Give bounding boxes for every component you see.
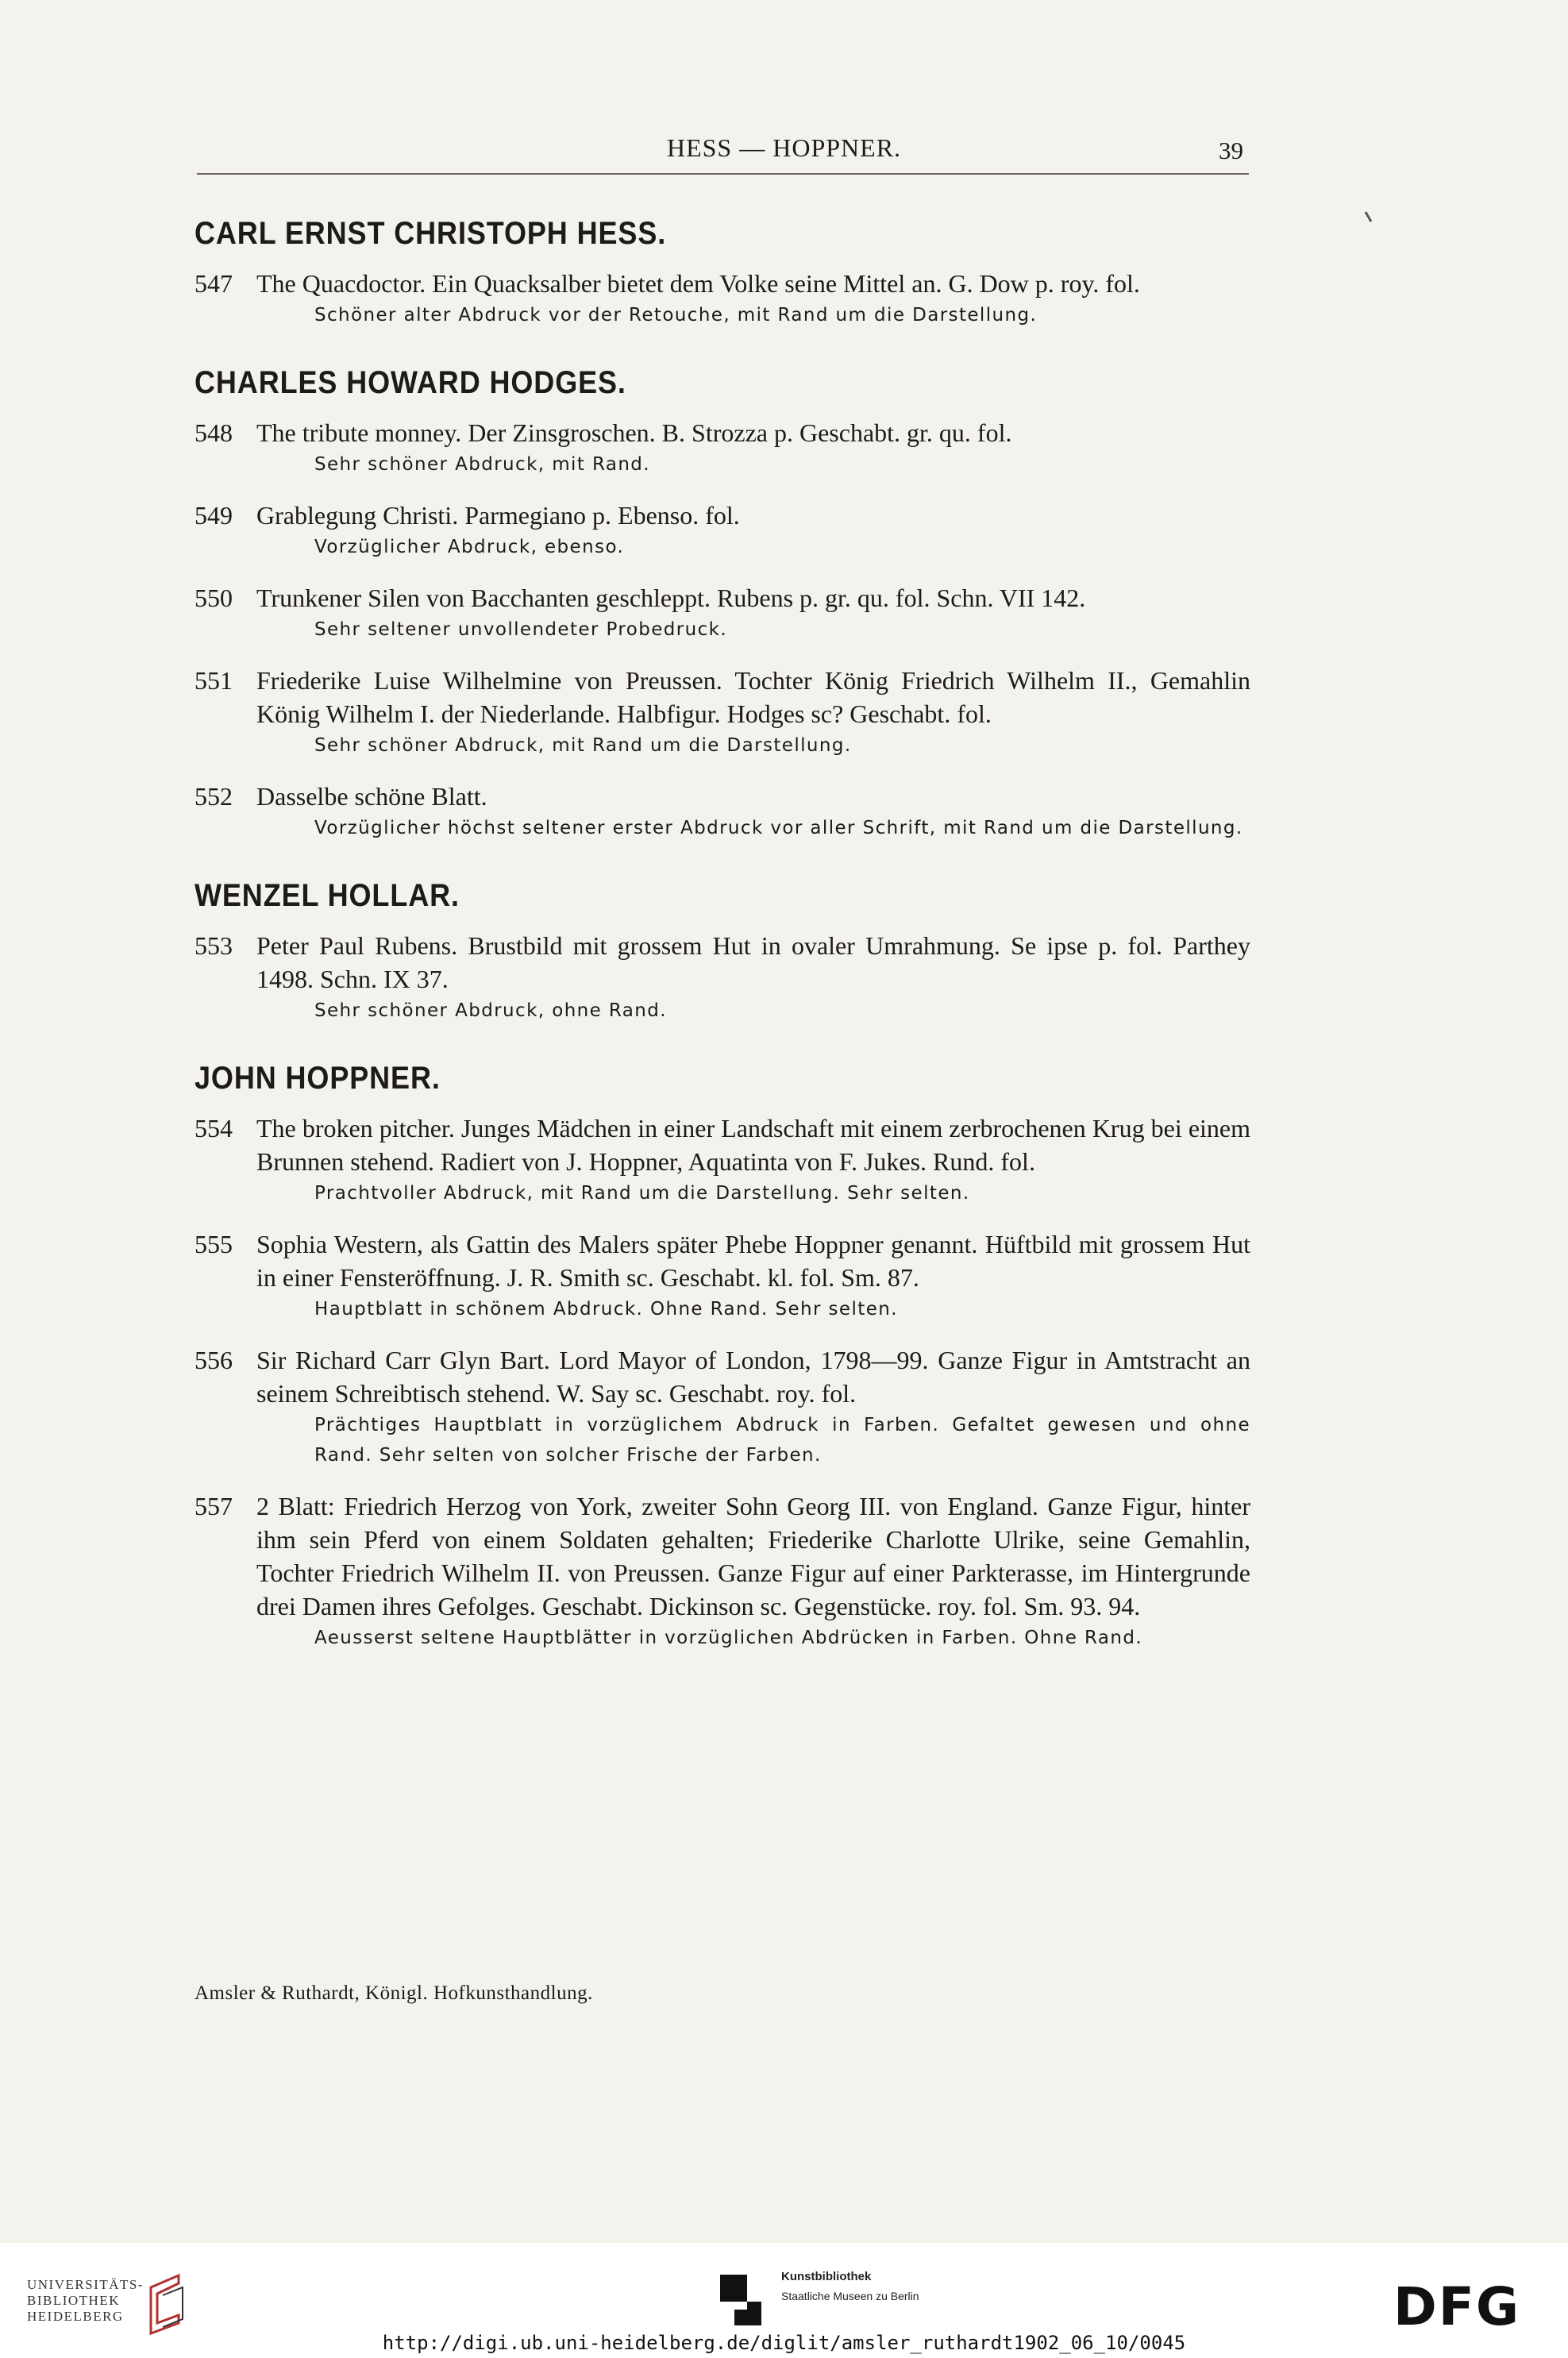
catalogue-entry (195, 1112, 1250, 1208)
artist-section (195, 877, 1250, 1026)
entry-number: 555 (195, 1230, 233, 1258)
catalogue-entry (195, 780, 1250, 843)
source-url[interactable]: http://digi.ub.uni-heidelberg.de/diglit/amsler_ruthardt1902_06_10/0045 (382, 2332, 1186, 2354)
entry-description: Grablegung Christi. Parmegiano p. Ebenso. fol. (256, 501, 740, 530)
catalogue-entry (195, 664, 1250, 761)
entry-description: Trunkener Silen von Bacchanten geschleppt. Rubens p. gr. qu. fol. Schn. VII 142. (256, 584, 1086, 612)
kb-sub: Staatliche Museen zu Berlin (781, 2290, 919, 2302)
artist-heading: CHARLES HOWARD HODGES. (195, 365, 626, 400)
catalogue-entry (195, 1227, 1250, 1324)
entry-condition-note: Prachtvoller Abdruck, mit Rand um die Darstellung. Sehr selten. (314, 1183, 970, 1204)
ub-logo-icon (143, 2271, 191, 2335)
entry-number: 552 (195, 782, 233, 811)
entry-description: Friederike Luise Wilhelmine von Preussen. Tochter König Friedrich Wilhelm II., Gemahlin König Wilhelm I. der Niederlande. Halbfigur. Hodges sc? Geschabt. fol. (256, 666, 1250, 728)
ub-line: HEIDELBERG (27, 2309, 124, 2324)
entry-condition-note: Schöner alter Abdruck vor der Retouche, mit Rand um die Darstellung. (314, 305, 1038, 326)
dfg-logo: DFG (1393, 2276, 1521, 2337)
catalogue-entry (195, 499, 1250, 562)
entry-number: 548 (195, 418, 233, 447)
ub-line: BIBLIOTHEK (27, 2293, 120, 2308)
entry-condition-note: Sehr schöner Abdruck, mit Rand um die Darstellung. (314, 735, 852, 756)
digitization-footer (0, 2243, 1568, 2358)
entry-number: 554 (195, 1114, 233, 1142)
publisher-imprint: Amsler & Ruthardt, Königl. Hofkunsthandlung. (195, 1982, 593, 2004)
entry-description: The tribute monney. Der Zinsgroschen. B. Strozza p. Geschabt. gr. qu. fol. (256, 418, 1012, 447)
kunstbibliothek-label (781, 2267, 919, 2306)
entry-description: Sophia Western, als Gattin des Malers später Phebe Hoppner genannt. Hüftbild mit grossem Hut in einer Fensteröffnung. J. R. Smith sc. Geschabt. kl. fol. Sm. 87. (256, 1230, 1250, 1292)
artist-heading: JOHN HOPPNER. (195, 1061, 441, 1096)
entry-condition-note: Vorzüglicher Abdruck, ebenso. (314, 537, 625, 557)
artist-heading: WENZEL HOLLAR. (195, 878, 460, 913)
catalogue-entry (195, 267, 1250, 330)
entry-number: 551 (195, 666, 233, 695)
entry-description: Peter Paul Rubens. Brustbild mit grossem Hut in ovaler Umrahmung. Se ipse p. fol. Parthey 1498. Schn. IX 37. (256, 931, 1250, 993)
entry-description: Dasselbe schöne Blatt. (256, 782, 487, 811)
artist-section (195, 214, 1250, 330)
entry-number: 556 (195, 1346, 233, 1374)
catalogue-entry (195, 1489, 1250, 1653)
entry-description: 2 Blatt: Friedrich Herzog von York, zweiter Sohn Georg III. von England. Ganze Figur, hinter ihm sein Pferd von einem Soldaten gehalten; Friederike Charlotte Ulrike, seine Gemahlin, Tochter Friedrich Wilhelm II. von Preussen. Ganze Figur auf einer Parkterasse, im Hintergrunde drei Damen ihres Gefolges. Geschabt. Dickinson sc. Gegenstücke. roy. fol. Sm. 93. 94. (256, 1492, 1250, 1620)
ub-heidelberg-label (27, 2277, 144, 2325)
entry-description: The Quacdoctor. Ein Quacksalber bietet dem Volke seine Mittel an. G. Dow p. roy. fol. (256, 269, 1140, 298)
entry-number: 549 (195, 501, 233, 530)
catalogue-entry (195, 416, 1250, 480)
kunstbibliothek-logo-icon (719, 2267, 774, 2330)
artist-section (195, 364, 1250, 843)
artist-heading: CARL ERNST CHRISTOPH HESS. (195, 216, 667, 251)
ub-line: UNIVERSITÄTS- (27, 2277, 144, 2292)
entry-condition-note: Sehr schöner Abdruck, ohne Rand. (314, 1000, 667, 1021)
entry-condition-note: Aeusserst seltene Hauptblätter in vorzüglichen Abdrücken in Farben. Ohne Rand. (314, 1628, 1143, 1648)
entry-number: 553 (195, 931, 233, 960)
catalogue-entry (195, 581, 1250, 645)
scan-mark (1365, 211, 1373, 222)
kb-name: Kunstbibliothek (781, 2270, 872, 2283)
catalogue-entry (195, 1343, 1250, 1470)
entry-condition-note: Prächtiges Hauptblatt in vorzüglichem Abdruck in Farben. Gefaltet gewesen und ohne Rand. Sehr selten von solcher Frische der Farben. (314, 1415, 1250, 1466)
entry-condition-note: Sehr schöner Abdruck, mit Rand. (314, 454, 651, 475)
artist-section (195, 1059, 1250, 1653)
entry-description: Sir Richard Carr Glyn Bart. Lord Mayor of London, 1798—99. Ganze Figur in Amtstracht an seinem Schreibtisch stehend. W. Say sc. Geschabt. roy. fol. (256, 1346, 1250, 1408)
catalogue-entry (195, 929, 1250, 1026)
entry-number: 547 (195, 269, 233, 298)
header-rule (197, 173, 1249, 175)
running-header: HESS — HOPPNER. (666, 133, 902, 162)
entry-description: The broken pitcher. Junges Mädchen in einer Landschaft mit einem zerbrochenen Krug bei einem Brunnen stehend. Radiert von J. Hoppner, Aquatinta von F. Jukes. Rund. fol. (256, 1114, 1250, 1176)
entry-number: 557 (195, 1492, 233, 1520)
entry-condition-note: Vorzüglicher höchst seltener erster Abdruck vor aller Schrift, mit Rand um die Darstellung. (314, 818, 1243, 838)
entry-condition-note: Hauptblatt in schönem Abdruck. Ohne Rand. Sehr selten. (314, 1299, 898, 1320)
entry-number: 550 (195, 584, 233, 612)
entry-condition-note: Sehr seltener unvollendeter Probedruck. (314, 619, 728, 640)
page-number: 39 (1219, 137, 1243, 164)
catalogue-content (195, 214, 1250, 1686)
